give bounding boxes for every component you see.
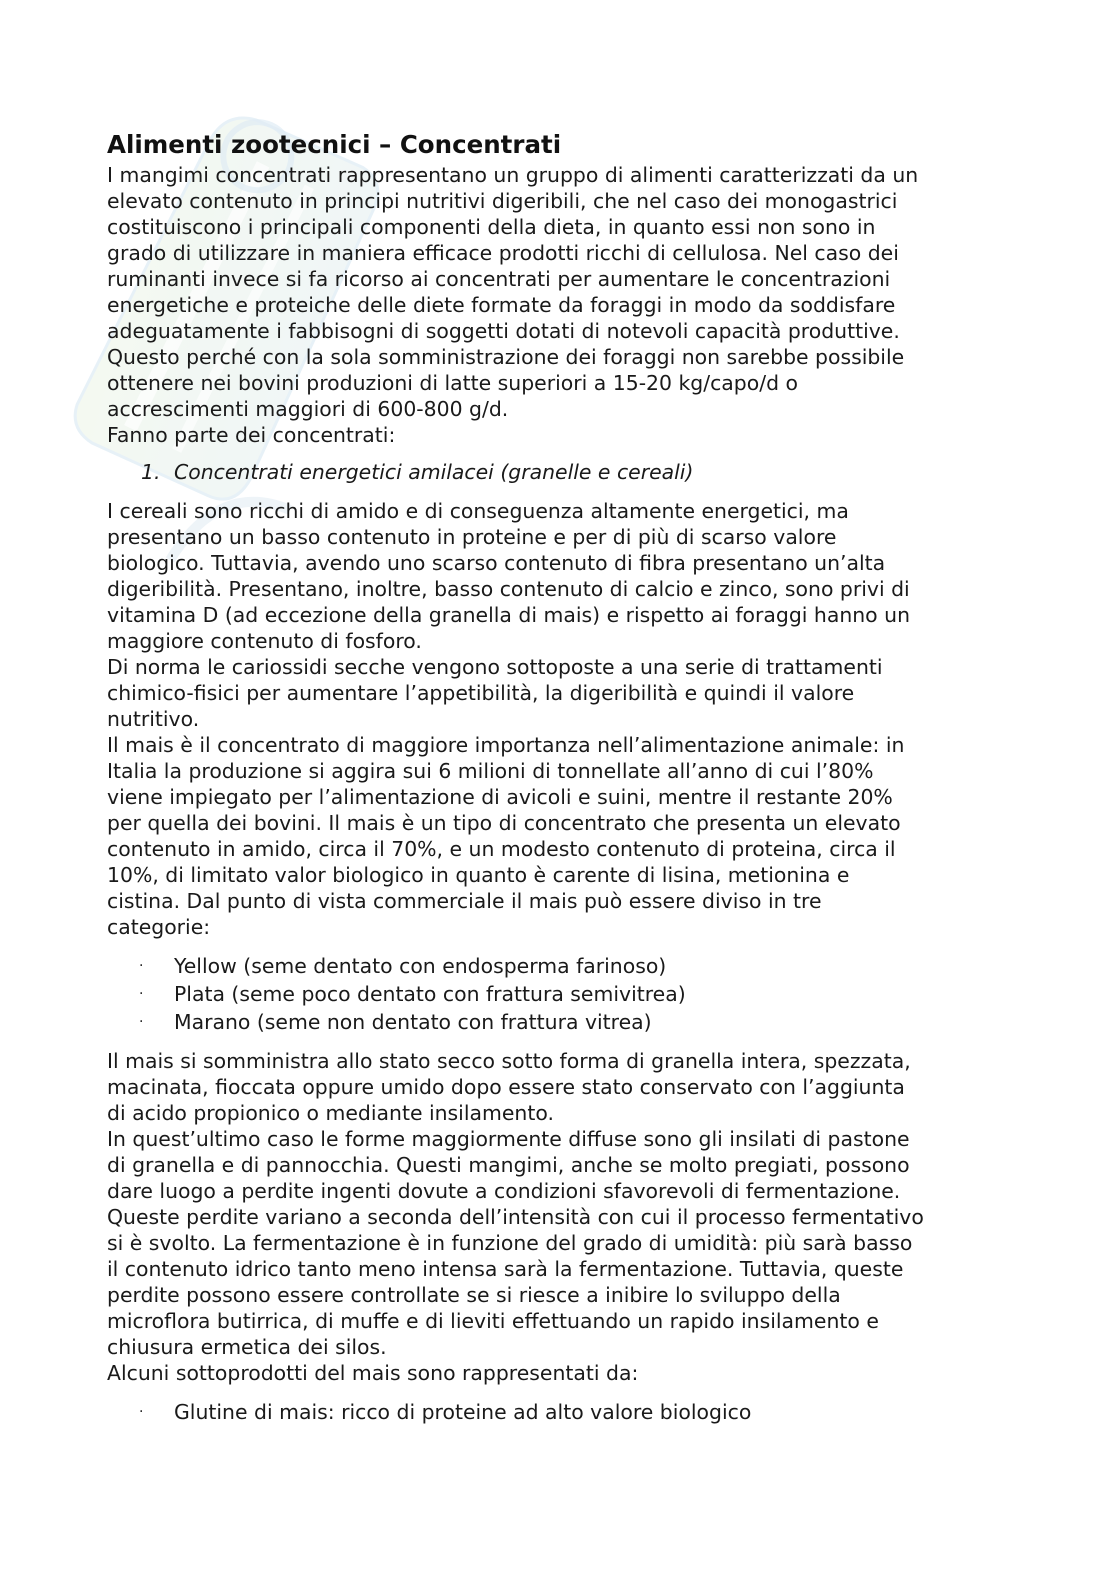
- text-line: macinata, fioccata oppure umido dopo essere stato conservato con l’aggiunta: [107, 1075, 905, 1099]
- text-line: Questo perché con la sola somministrazione dei foraggi non sarebbe possibile: [107, 345, 905, 369]
- text-line: dare luogo a perdite ingenti dovute a condizioni sfavorevoli di fermentazione.: [107, 1179, 901, 1203]
- text-line: per quella dei bovini. Il mais è un tipo di concentrato che presenta un elevato: [107, 811, 901, 835]
- text-line: Fanno parte dei concentrati:: [107, 423, 396, 447]
- cereals-paragraph: [107, 498, 1012, 940]
- text-line: Alcuni sottoprodotti del mais sono rappresentati da:: [107, 1361, 639, 1385]
- list-item: [107, 1008, 1012, 1036]
- text-line: di granella e di pannocchia. Questi mangimi, anche se molto pregiati, possono: [107, 1153, 910, 1177]
- bullet-icon: ·: [139, 1404, 144, 1420]
- text-line: grado di utilizzare in maniera efficace prodotti ricchi di cellulosa. Nel caso dei: [107, 241, 899, 265]
- text-line: nutritivo.: [107, 707, 200, 731]
- list-item-text: Glutine di mais: ricco di proteine ad alto valore biologico: [174, 1400, 752, 1424]
- document-body: [107, 128, 1012, 1426]
- text-line: vitamina D (ad eccezione della granella di mais) e rispetto ai foraggi hanno un: [107, 603, 910, 627]
- text-line: energetiche e proteiche delle diete formate da foraggi in modo da soddisfare: [107, 293, 896, 317]
- text-line: accrescimenti maggiori di 600-800 g/d.: [107, 397, 509, 421]
- list-item-text: Concentrati energetici amilacei (granelle e cereali): [174, 460, 694, 484]
- text-line: contenuto in amido, circa il 70%, e un modesto contenuto di proteina, circa il: [107, 837, 896, 861]
- text-line: maggiore contenuto di fosforo.: [107, 629, 422, 653]
- text-line: si è svolto. La fermentazione è in funzione del grado di umidità: più sarà basso: [107, 1231, 913, 1255]
- list-item: [107, 1398, 1012, 1426]
- list-item-text: Yellow (seme dentato con endosperma farinoso): [174, 954, 667, 978]
- text-line: I cereali sono ricchi di amido e di conseguenza altamente energetici, ma: [107, 499, 849, 523]
- text-line: di acido propionico o mediante insilamento.: [107, 1101, 554, 1125]
- text-line: Queste perdite variano a seconda dell’intensità con cui il processo fermentativo: [107, 1205, 924, 1229]
- text-line: ottenere nei bovini produzioni di latte superiori a 15-20 kg/capo/d o: [107, 371, 798, 395]
- text-line: digeribilità. Presentano, inoltre, basso contenuto di calcio e zinco, sono privi di: [107, 577, 910, 601]
- text-line: I mangimi concentrati rappresentano un gruppo di alimenti caratterizzati da un: [107, 163, 919, 187]
- text-line: viene impiegato per l’alimentazione di avicoli e suini, mentre il restante 20%: [107, 785, 893, 809]
- bullet-icon: ·: [139, 986, 144, 1002]
- text-line: costituiscono i principali componenti della dieta, in quanto essi non sono in: [107, 215, 876, 239]
- text-line: Il mais si somministra allo stato secco sotto forma di granella intera, spezzata,: [107, 1049, 911, 1073]
- bullet-icon: ·: [139, 1014, 144, 1030]
- text-line: perdite possono essere controllate se si riesce a inibire lo sviluppo della: [107, 1283, 841, 1307]
- text-line: In quest’ultimo caso le forme maggiormente diffuse sono gli insilati di pastone: [107, 1127, 910, 1151]
- text-line: ruminanti invece si fa ricorso ai concentrati per aumentare le concentrazioni: [107, 267, 891, 291]
- text-line: Il mais è il concentrato di maggiore importanza nell’alimentazione animale: in: [107, 733, 905, 757]
- text-line: Di norma le cariossidi secche vengono sottoposte a una serie di trattamenti: [107, 655, 883, 679]
- list-item-text: Plata (seme poco dentato con frattura semivitrea): [174, 982, 686, 1006]
- text-line: adeguatamente i fabbisogni di soggetti dotati di notevoli capacità produttive.: [107, 319, 900, 343]
- list-item: [107, 458, 1012, 486]
- text-line: microflora butirrica, di muffe e di lieviti effettuando un rapido insilamento e: [107, 1309, 879, 1333]
- text-line: categorie:: [107, 915, 211, 939]
- text-line: elevato contenuto in principi nutritivi digeribili, che nel caso dei monogastrici: [107, 189, 898, 213]
- text-line: chiusura ermetica dei silos.: [107, 1335, 387, 1359]
- intro-paragraph: [107, 162, 1012, 448]
- byproducts-list: [107, 1398, 1012, 1426]
- list-number: 1.: [141, 460, 161, 484]
- text-line: 10%, di limitato valor biologico in quanto è carente di lisina, metionina e: [107, 863, 850, 887]
- maize-categories-list: [107, 952, 1012, 1036]
- numbered-list: [107, 458, 1012, 486]
- maize-paragraph: [107, 1048, 1012, 1386]
- text-line: cistina. Dal punto di vista commerciale il mais può essere diviso in tre: [107, 889, 822, 913]
- list-item: [107, 980, 1012, 1008]
- bullet-icon: ·: [139, 958, 144, 974]
- document-title: Alimenti zootecnici – Concentrati: [107, 130, 562, 159]
- text-line: chimico-fisici per aumentare l’appetibilità, la digeribilità e quindi il valore: [107, 681, 855, 705]
- text-line: biologico. Tuttavia, avendo uno scarso contenuto di fibra presentano un’alta: [107, 551, 886, 575]
- text-line: il contenuto idrico tanto meno intensa sarà la fermentazione. Tuttavia, queste: [107, 1257, 904, 1281]
- list-item-text: Marano (seme non dentato con frattura vitrea): [174, 1010, 652, 1034]
- list-item: [107, 952, 1012, 980]
- text-line: Italia la produzione si aggira sui 6 milioni di tonnellate all’anno di cui l’80%: [107, 759, 874, 783]
- text-line: presentano un basso contenuto in proteine e per di più di scarso valore: [107, 525, 837, 549]
